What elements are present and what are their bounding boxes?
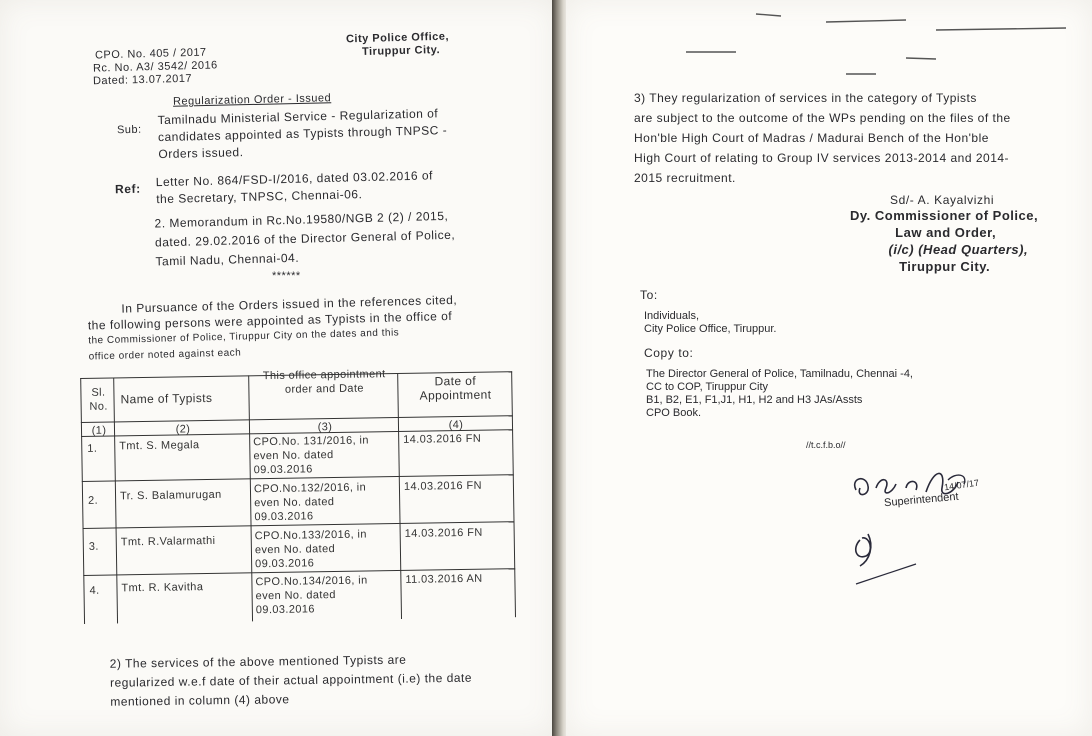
designation-line: (i/c) (Head Quarters), (888, 242, 1029, 257)
paragraph-line: High Court of relating to Group IV services 2013-2014 and 2014- (634, 151, 1010, 165)
tcbo-note: //t.c.f.b.o// (806, 440, 846, 450)
paragraph-1 (87, 291, 509, 366)
signatory-name: Sd/- A. Kayalvizhi (890, 193, 995, 207)
order-line: even No. dated (253, 449, 334, 463)
cpo-number: CPO. No. 405 / 2017 (94, 46, 207, 62)
order-line: even No. dated (254, 543, 336, 557)
column-number: (1) (91, 424, 107, 437)
row-date: 14.03.2016 FN (404, 526, 483, 540)
order-line: 09.03.2016 (255, 603, 316, 617)
row-name: Tmt. S. Megala (119, 439, 200, 453)
recipient-line: Individuals, (644, 310, 700, 322)
signatory-designation (850, 207, 1038, 275)
reference-line: Letter No. 864/FSD-I/2016, dated 03.02.2016 of (155, 168, 434, 190)
table-border (113, 377, 118, 623)
designation-line: Tiruppur City. (899, 259, 991, 274)
paragraph-line: 3) They regularization of services in the category of Typists (634, 91, 977, 105)
copy-to-label: Copy to: (644, 346, 694, 360)
subject-line: candidates appointed as Typists through TNPSC - (157, 123, 448, 145)
reference-line: the Secretary, TNPSC, Chennai-06. (156, 187, 363, 207)
row-sl: 4. (89, 584, 100, 597)
typists-table (80, 359, 516, 624)
order-title: Regularization Order - Issued (172, 92, 332, 108)
paragraph-line: office order noted against each (88, 347, 242, 363)
right-page (566, 0, 1092, 736)
signature-date: 14/07/17 (943, 477, 980, 493)
scan-marks (606, 8, 1066, 78)
order-line: CPO.No.134/2016, in (255, 574, 368, 589)
office-name: City Police Office, (345, 30, 450, 46)
designation-line: Law and Order, (895, 225, 997, 240)
reference-line: 2. Memorandum in Rc.No.19580/NGB 2 (2) / 2015, (154, 208, 449, 231)
subject-line: Orders issued. (158, 145, 244, 162)
table-border (397, 373, 402, 619)
paragraph-line: regularized w.e.f date of their actual appointment (i.e) the date (109, 670, 473, 690)
ref-label: Ref: (114, 181, 141, 197)
order-line: CPO.No.132/2016, in (253, 481, 367, 496)
header-sl-no: Sl. No. (89, 386, 108, 413)
designation-line: Dy. Commissioner of Police, (850, 208, 1039, 223)
paragraph-line: In Pursuance of the Orders issued in the references cited, (121, 292, 458, 316)
paragraph-line: the following persons were appointed as Typists in the office of (87, 308, 453, 333)
row-name: Tmt. R.Valarmathi (120, 534, 216, 549)
row-sl: 1. (87, 442, 98, 455)
order-date: Dated: 13.07.2017 (92, 72, 193, 88)
column-number: (2) (175, 423, 191, 436)
paragraph-3 (634, 88, 1054, 188)
order-line: CPO.No.133/2016, in (254, 528, 367, 543)
copy-line: B1, B2, E1, F1,J1, H1, H2 and H3 JAs/Assts (646, 394, 863, 406)
order-line: CPO.No. 131/2016, in (253, 434, 369, 449)
office-city: Tiruppur City. (361, 43, 441, 59)
row-name: Tmt. R. Kavitha (121, 581, 204, 595)
copy-line: The Director General of Police, Tamilnadu, Chennai -4, (646, 368, 913, 380)
reference-1 (156, 166, 497, 208)
superintendent-signature (846, 458, 1006, 518)
column-number: (4) (448, 418, 464, 432)
table-border (248, 375, 253, 621)
copy-line: CPO Book. (646, 407, 702, 419)
superintendent-label: Superintendent (883, 490, 960, 510)
paragraph-line: 2) The services of the above mentioned Typists are (109, 652, 407, 671)
row-date: 14.03.2016 FN (403, 432, 482, 446)
order-line: 09.03.2016 (254, 510, 314, 524)
reference-2 (154, 205, 500, 271)
copy-line: CC to COP, Tiruppur City (646, 381, 769, 393)
initials-mark (846, 526, 946, 596)
row-name: Tr. S. Balamurugan (119, 488, 222, 503)
paragraph-line: mentioned in column (4) above (110, 692, 290, 709)
order-line: 09.03.2016 (255, 557, 315, 571)
table-border (511, 371, 516, 617)
table-border (80, 378, 85, 624)
header-date: Date of Appointment (419, 373, 492, 403)
paragraph-line: Hon'ble High Court of Madras / Madurai Bench of the Hon'ble (634, 131, 989, 145)
copy-recipients (646, 368, 913, 420)
subject-text (157, 104, 498, 163)
reference-line: Tamil Nadu, Chennai-04. (155, 250, 300, 269)
to-label: To: (640, 288, 658, 302)
paragraph-line: are subject to the outcome of the WPs pending on the files of the (634, 111, 1011, 125)
row-order (255, 573, 398, 617)
order-line: even No. dated (255, 589, 336, 603)
recipient-line: City Police Office, Tiruppur. (644, 323, 777, 335)
row-order (255, 527, 398, 571)
row-date: 11.03.2016 AN (405, 572, 483, 586)
row-order (254, 480, 397, 524)
column-number: (3) (317, 421, 333, 434)
row-order (253, 433, 396, 477)
paragraph-line: 2015 recruitment. (634, 171, 736, 185)
row-date: 14.03.2016 FN (403, 479, 483, 493)
separator-stars: ****** (272, 270, 301, 282)
order-line: 09.03.2016 (253, 463, 313, 477)
paragraph-line: the Commissioner of Police, Tiruppur City on the dates and this (88, 327, 400, 347)
row-sl: 2. (88, 494, 99, 507)
header-order: This office appointment order and Date (262, 368, 386, 396)
subject-label: Sub: (116, 123, 142, 137)
header-name: Name of Typists (120, 390, 213, 407)
paragraph-2 (110, 649, 503, 711)
to-recipients (644, 310, 776, 336)
subject-line: Tamilnadu Ministerial Service - Regularization of (157, 106, 439, 128)
row-sl: 3. (88, 540, 99, 553)
rc-number: Rc. No. A3/ 3542/ 2016 (92, 59, 218, 75)
reference-line: dated. 29.02.2016 of the Director General of Police, (154, 227, 456, 250)
order-line: even No. dated (254, 496, 335, 510)
